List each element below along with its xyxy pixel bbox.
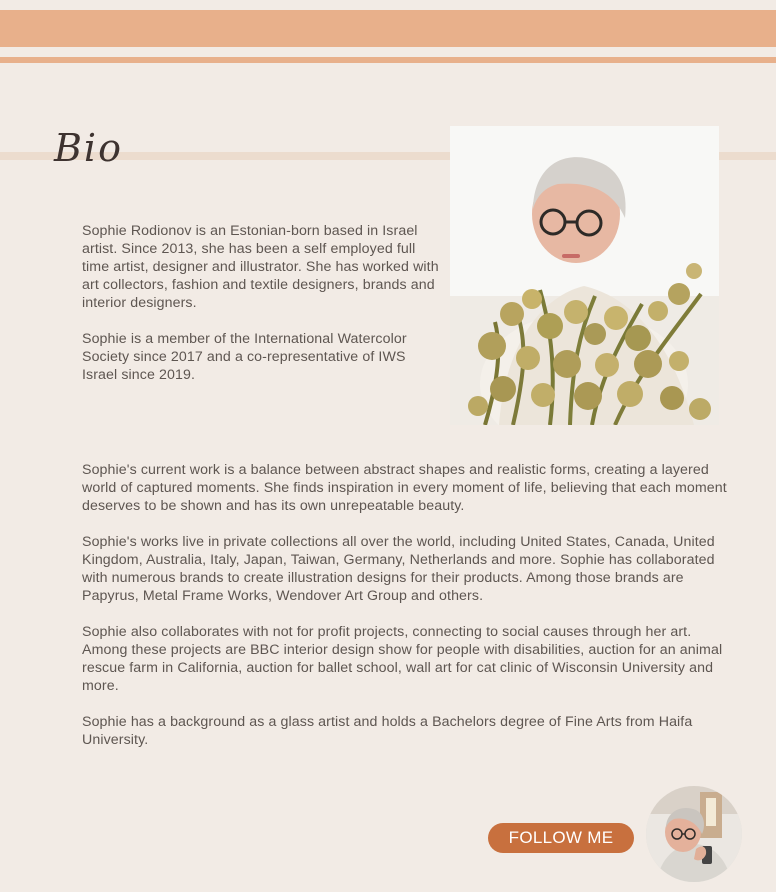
bio-title-text: Bio [54,126,123,170]
avatar-photo[interactable] [646,786,742,882]
bio-paragraph: Sophie also collaborates with not for profit projects, connecting to social causes through her art. Among these projects are BBC interior design show for people with disabilities, auction for an animal rescue farm in California, auction for ballet school, wall art for cat clinic of Wisconsin University and more. [82,624,723,694]
avatar-illustration [646,786,742,882]
portrait-photo [450,126,719,425]
bio-body [82,461,728,749]
bio-paragraph: Sophie has a background as a glass artist and holds a Bachelors degree of Fine Arts from Haifa University. [82,714,693,748]
follow-me-button[interactable]: FOLLOW ME [488,823,634,853]
header-thin-band [0,57,776,63]
bio-paragraph: Sophie's current work is a balance between abstract shapes and realistic forms, creating a layered world of captured moments. She finds inspiration in every moment of life, believing that each moment deserves to be shown and has its own unrepeatable beauty. [82,462,727,514]
bio-paragraph: Sophie's works live in private collections all over the world, including United States, Canada, United Kingdom, Australia, Italy, Japan, Taiwan, Germany, Netherlands and more. Sophie has collaborated with numerous brands to create illustration designs for their products. Among those brands are Papyrus, Metal Frame Works, Wendover Art Group and others. [82,534,715,604]
header-band [0,10,776,47]
bio-title [52,112,142,176]
portrait-illustration [450,126,719,425]
bio-intro [82,222,442,384]
bio-paragraph: Sophie Rodionov is an Estonian-born based in Israel artist. Since 2013, she has been a self employed full time artist, designer and illustrator. She has worked with art collectors, fashion and textile designers, brands and interior designers. [82,223,439,311]
bio-paragraph: Sophie is a member of the International Watercolor Society since 2017 and a co-representative of IWS Israel since 2019. [82,331,407,383]
